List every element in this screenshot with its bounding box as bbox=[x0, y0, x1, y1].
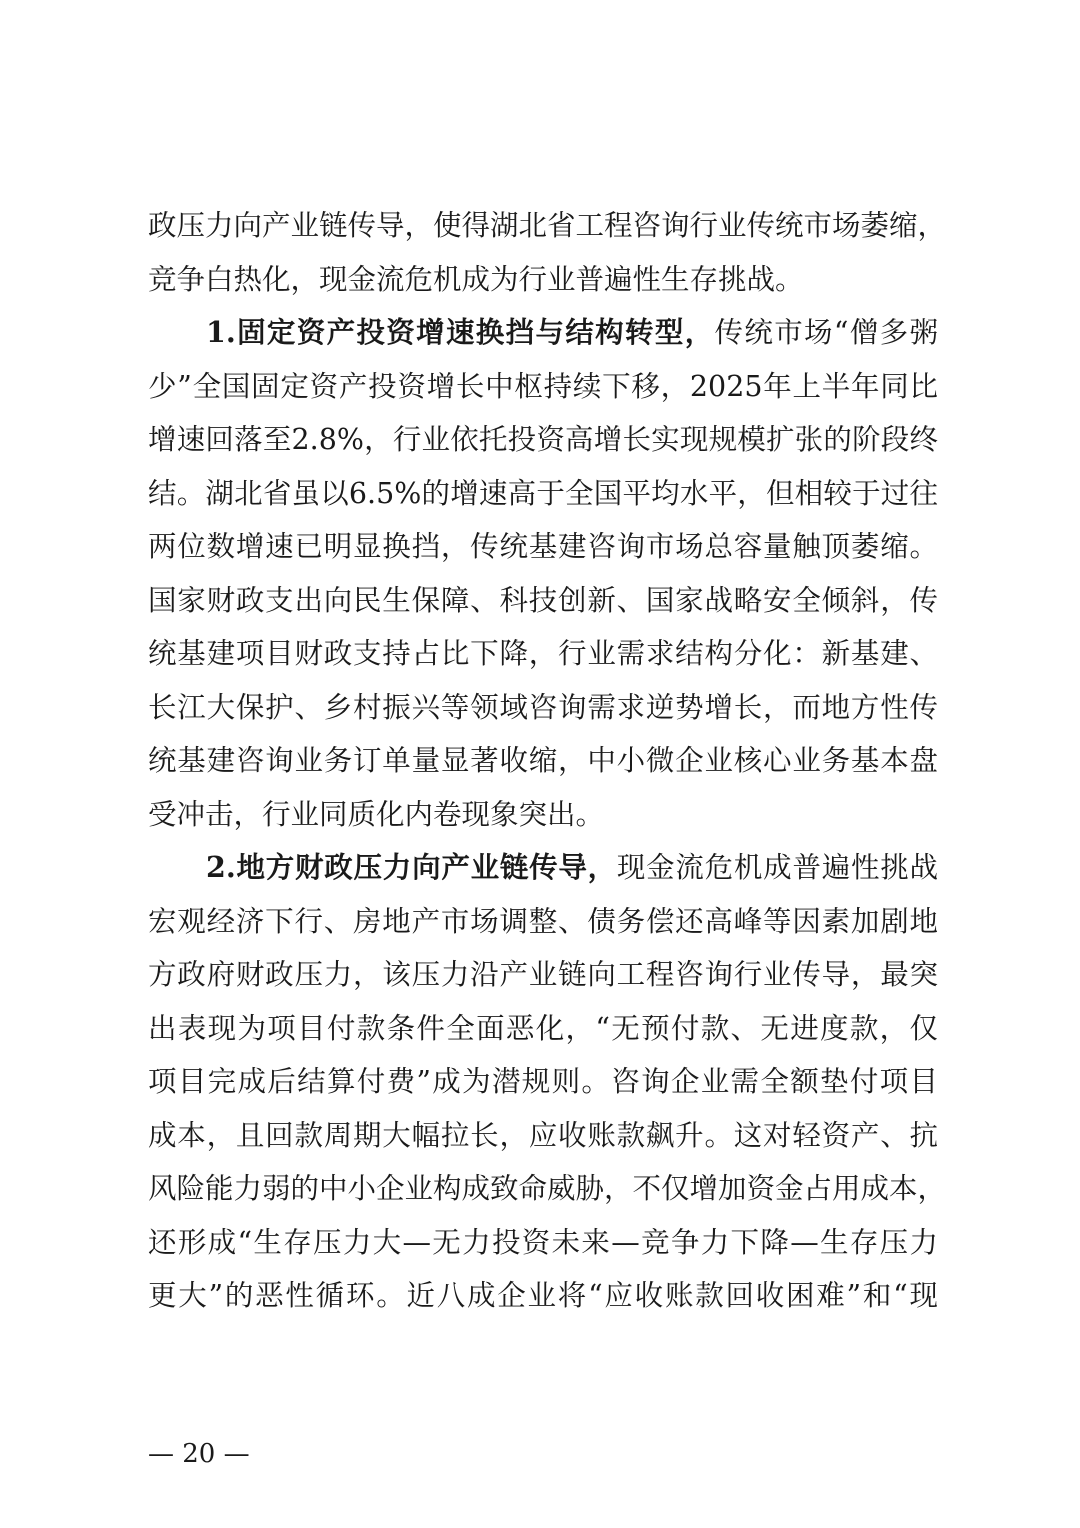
page-number: — 20 — bbox=[148, 1439, 250, 1469]
text-line: 结。湖北省虽以6.5%的增速高于全国平均水平，但相较于过往 bbox=[148, 476, 938, 510]
text-line: 少”全国固定资产投资增长中枢持续下移，2025年上半年同比 bbox=[148, 369, 938, 403]
section-heading: 2.地方财政压力向产业链传导， bbox=[206, 850, 617, 884]
text-line: 竞争白热化，现金流危机成为行业普遍性生存挑战。 bbox=[148, 262, 804, 296]
text-line: 增速回落至2.8%，行业依托投资高增长实现规模扩张的阶段终 bbox=[148, 423, 938, 456]
text-line: 统基建咨询业务订单量显著收缩，中小微企业核心业务基本盘 bbox=[148, 744, 938, 777]
text-line: 受冲击，行业同质化内卷现象突出。 bbox=[148, 797, 605, 831]
text-line: 统基建项目财政支持占比下降，行业需求结构分化：新基建、 bbox=[148, 637, 938, 670]
text-line: 政压力向产业链传导，使得湖北省工程咨询行业传统市场萎缩， bbox=[148, 209, 947, 242]
text-line: 长江大保护、乡村振兴等领域咨询需求逆势增长，而地方性传 bbox=[148, 690, 938, 724]
text-line: 宏观经济下行、房地产市场调整、债务偿还高峰等因素加剧地 bbox=[148, 904, 938, 938]
text-line bbox=[148, 306, 938, 360]
text-line: 项目完成后结算付费”成为潜规则。咨询企业需全额垫付项目 bbox=[148, 1065, 938, 1098]
section-heading: 1.固定资产投资增速换挡与结构转型， bbox=[206, 315, 715, 349]
text-run: 传统市场“僧多粥 bbox=[714, 316, 938, 349]
text-run: 现金流危机成普遍性挑战 bbox=[616, 851, 938, 884]
text-line: 更大”的恶性循环。近八成企业将“应收账款回收困难”和“现 bbox=[148, 1279, 938, 1312]
text-line bbox=[148, 841, 938, 895]
text-line: 风险能力弱的中小企业构成致命威胁，不仅增加资金占用成本， bbox=[148, 1172, 947, 1205]
body-text bbox=[148, 199, 947, 1323]
text-line: 两位数增速已明显换挡，传统基建咨询市场总容量触顶萎缩。 bbox=[148, 530, 938, 563]
text-line: 方政府财政压力，该压力沿产业链向工程咨询行业传导，最突 bbox=[148, 958, 938, 991]
text-line: 还形成“生存压力大—无力投资未来—竞争力下降—生存压力 bbox=[148, 1225, 938, 1259]
text-line: 成本，且回款周期大幅拉长，应收账款飙升。这对轻资产、抗 bbox=[148, 1118, 938, 1152]
text-line: 国家财政支出向民生保障、科技创新、国家战略安全倾斜，传 bbox=[148, 583, 938, 617]
text-line: 出表现为项目付款条件全面恶化，“无预付款、无进度款，仅 bbox=[148, 1011, 938, 1045]
